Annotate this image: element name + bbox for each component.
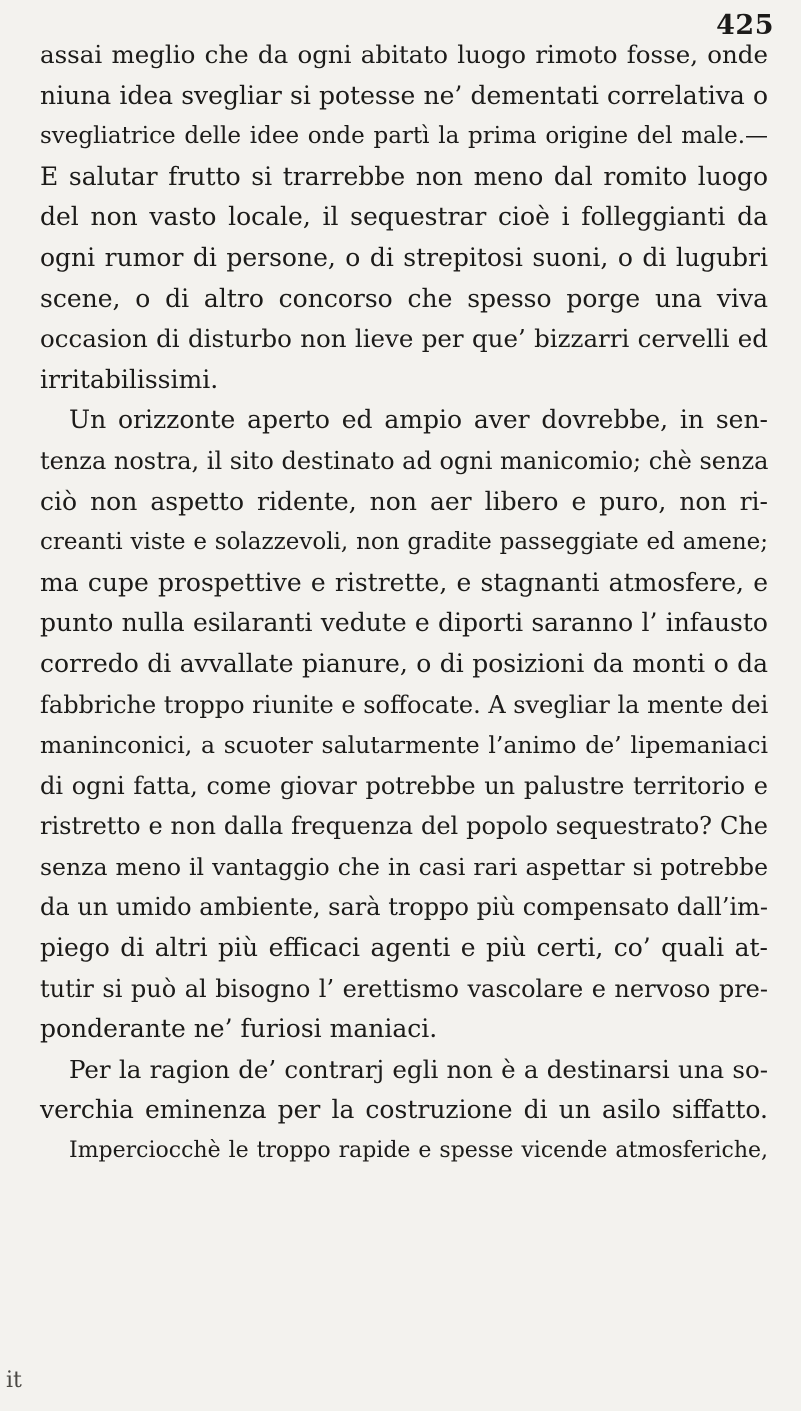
- text-line: da un umido ambiente, sarà troppo più compensato dall’im-: [40, 893, 768, 922]
- text-line: E salutar frutto si trarrebbe non meno dal romito luogo: [40, 161, 768, 191]
- text-line: del non vasto locale, il sequestrar cioè i folleggianti da: [40, 202, 768, 232]
- text-line: ma cupe prospettive e ristrette, e stagnanti atmosfere, e: [40, 567, 768, 597]
- text-line: di ogni fatta, come giovar potrebbe un palustre territorio e: [40, 771, 768, 800]
- text-line: irritabilissimi.: [40, 364, 219, 394]
- page-number: 425: [716, 10, 774, 41]
- text-line: corredo di avvallate pianure, o di posizioni da monti o da: [40, 648, 768, 678]
- body-text: [40, 35, 768, 1172]
- text-line: creanti viste e solazzevoli, non gradite passeggiate ed amene;: [40, 529, 768, 556]
- text-line: scene, o di altro concorso che spesso porge una viva: [40, 283, 768, 313]
- margin-mark: it: [6, 1368, 22, 1393]
- text-line: Per la ragion de’ contrarj egli non è a destinarsi una so-: [69, 1054, 768, 1084]
- text-line: svegliatrice delle idee onde partì la prima origine del male.—: [40, 123, 768, 150]
- paragraph-2: [40, 400, 768, 1050]
- text-line: ponderante ne’ furiosi maniaci.: [40, 1014, 438, 1044]
- text-line: assai meglio che da ogni abitato luogo rimoto fosse, onde: [40, 40, 768, 69]
- text-line: Imperciocchè le troppo rapide e spesse vicende atmosferiche,: [69, 1138, 768, 1164]
- text-line: verchia eminenza per la costruzione di un asilo siffatto.: [40, 1095, 768, 1125]
- text-line: ciò non aspetto ridente, non aer libero e puro, non ri-: [40, 486, 768, 516]
- paragraph-1: [40, 35, 768, 400]
- text-line: punto nulla esilaranti vedute e diporti saranno l’ infausto: [40, 608, 768, 638]
- text-line: senza meno il vantaggio che in casi rari aspettar si potrebbe: [40, 852, 768, 881]
- text-line: fabbriche troppo riunite e soffocate. A svegliar la mente dei: [40, 690, 769, 719]
- paragraph-3: [40, 1050, 768, 1172]
- text-line: maninconici, a scuoter salutarmente l’animo de’ lipemaniaci: [40, 731, 768, 760]
- text-line: Un orizzonte aperto ed ampio aver dovrebbe, in sen-: [69, 405, 768, 435]
- text-line: piego di altri più efficaci agenti e più certi, co’ quali at-: [40, 933, 768, 963]
- text-line: tutir si può al bisogno l’ erettismo vascolare e nervoso pre-: [40, 974, 768, 1003]
- text-line: tenza nostra, il sito destinato ad ogni manicomio; chè senza: [40, 446, 769, 475]
- text-line: ristretto e non dalla frequenza del popolo sequestrato? Che: [40, 812, 768, 841]
- text-line: ogni rumor di persone, o di strepitosi suoni, o di lugubri: [40, 242, 768, 272]
- text-line: niuna idea svegliar si potesse ne’ dementati correlativa o: [40, 80, 768, 110]
- text-line: occasion di disturbo non lieve per que’ bizzarri cervelli ed: [40, 324, 768, 354]
